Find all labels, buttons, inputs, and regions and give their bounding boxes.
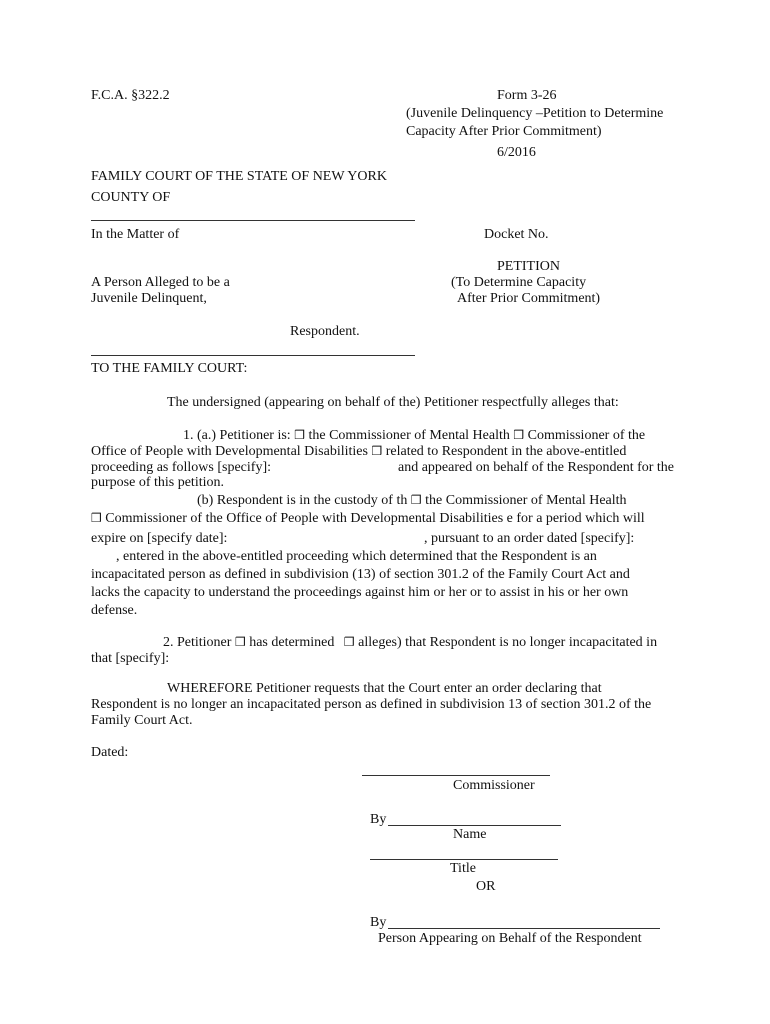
paragraph-1b-prefix: (b) Respondent is in the custody of th [197,493,408,508]
intro-paragraph: The undersigned (appearing on behalf of the) Petitioner respectfully alleges that: [167,395,619,410]
paragraph-1b-line4: , entered in the above-entitled proceeding which determined that the Respondent is an [116,549,597,564]
paragraph-1a-line2 [91,443,626,460]
docket-label: Docket No. [484,227,549,242]
option-has-determined: has determined [249,635,335,650]
by-respondent-label: By [370,915,387,930]
alleged-line2: Juvenile Delinquent, [91,291,207,306]
paragraph-2-line1 [163,634,657,651]
respondent-label: Respondent. [290,324,360,339]
option-custody-mental-health: the Commissioner of Mental Health [425,493,627,508]
title-label: Title [450,861,476,876]
checkbox-related-to-respondent[interactable]: ❒ [371,444,383,458]
commissioner-label: Commissioner [453,778,535,793]
option-commissioner-opwdd-part2: Office of People with Developmental Disabilities [91,444,368,459]
statute-citation: F.C.A. §322.2 [91,88,170,103]
paragraph-1a-line3-right: and appeared on behalf of the Respondent for the [398,460,675,475]
option-custody-opwdd: Commissioner of the Office of People with Developmental Disabilities e for a period which will [105,511,645,526]
dated-label: Dated: [91,745,129,760]
checkbox-commissioner-opwdd[interactable]: ❒ [513,428,525,442]
option-related-to-respondent: related to Respondent in the above-entitled [385,444,627,459]
petition-title: PETITION [497,259,560,274]
form-description-line2: Capacity After Prior Commitment) [406,124,602,139]
wherefore-line1: WHEREFORE Petitioner requests that the Court enter an order declaring that [167,681,602,696]
form-number: Form 3-26 [497,88,557,103]
name-label: Name [453,827,487,842]
or-label: OR [476,879,496,894]
person-appearing-label: Person Appearing on Behalf of the Respondent [378,931,642,946]
paragraph-1b-line2 [91,510,645,527]
by-label: By [370,812,387,827]
alleged-line1: A Person Alleged to be a [91,275,230,290]
checkbox-commissioner-mental-health[interactable]: ❒ [294,428,305,442]
petition-subtitle-line2: After Prior Commitment) [457,291,601,306]
paragraph-1a-prefix: 1. (a.) Petitioner is: [183,428,291,443]
court-name: FAMILY COURT OF THE STATE OF NEW YORK [91,169,387,184]
paragraph-1b-expire-left: expire on [specify date]: [91,531,228,546]
paragraph-1a-line3-left: proceeding as follows [specify]: [91,460,271,475]
wherefore-line2: Respondent is no longer an incapacitated person as defined in subdivision 13 of section 301.2 of the [91,697,652,712]
checkbox-has-determined[interactable]: ❒ [234,635,246,649]
paragraph-1b-expire-right: , pursuant to an order dated [specify]: [424,531,635,546]
paragraph-1a-line4: purpose of this petition. [91,475,224,490]
in-the-matter-label: In the Matter of [91,227,180,242]
form-description-line1: (Juvenile Delinquency –Petition to Determine [406,106,664,121]
wherefore-line3: Family Court Act. [91,713,193,728]
paragraph-1b-line1 [197,492,627,509]
option-alleges: alleges) that Respondent is no longer incapacitated in [358,635,658,650]
option-commissioner-mental-health: the Commissioner of Mental Health [308,428,510,443]
caption-bottom-rule [91,355,415,356]
paragraph-1b-line7: defense. [91,603,138,618]
paragraph-1a-line1 [183,427,645,444]
form-date: 6/2016 [497,145,536,160]
commissioner-signature-line[interactable] [362,775,550,776]
paragraph-1b-line6: lacks the capacity to understand the proceedings against him or her or to assist in his or her own [91,585,629,600]
checkbox-custody-mental-health[interactable]: ❒ [410,493,422,507]
county-label: COUNTY OF [91,190,171,205]
checkbox-alleges[interactable]: ❒ [343,635,355,649]
checkbox-custody-opwdd[interactable]: ❒ [91,511,102,525]
petition-subtitle-line1: (To Determine Capacity [451,275,587,290]
option-commissioner-opwdd-part1: Commissioner of the [527,428,646,443]
caption-top-rule [91,220,415,221]
respondent-representative-signature-line[interactable] [388,928,660,929]
paragraph-2-prefix: 2. Petitioner [163,635,232,650]
paragraph-2-line2: that [specify]: [91,651,170,666]
paragraph-1b-line5: incapacitated person as defined in subdivision (13) of section 301.2 of the Family Court Act and [91,567,630,582]
to-the-family-court: TO THE FAMILY COURT: [91,361,248,376]
